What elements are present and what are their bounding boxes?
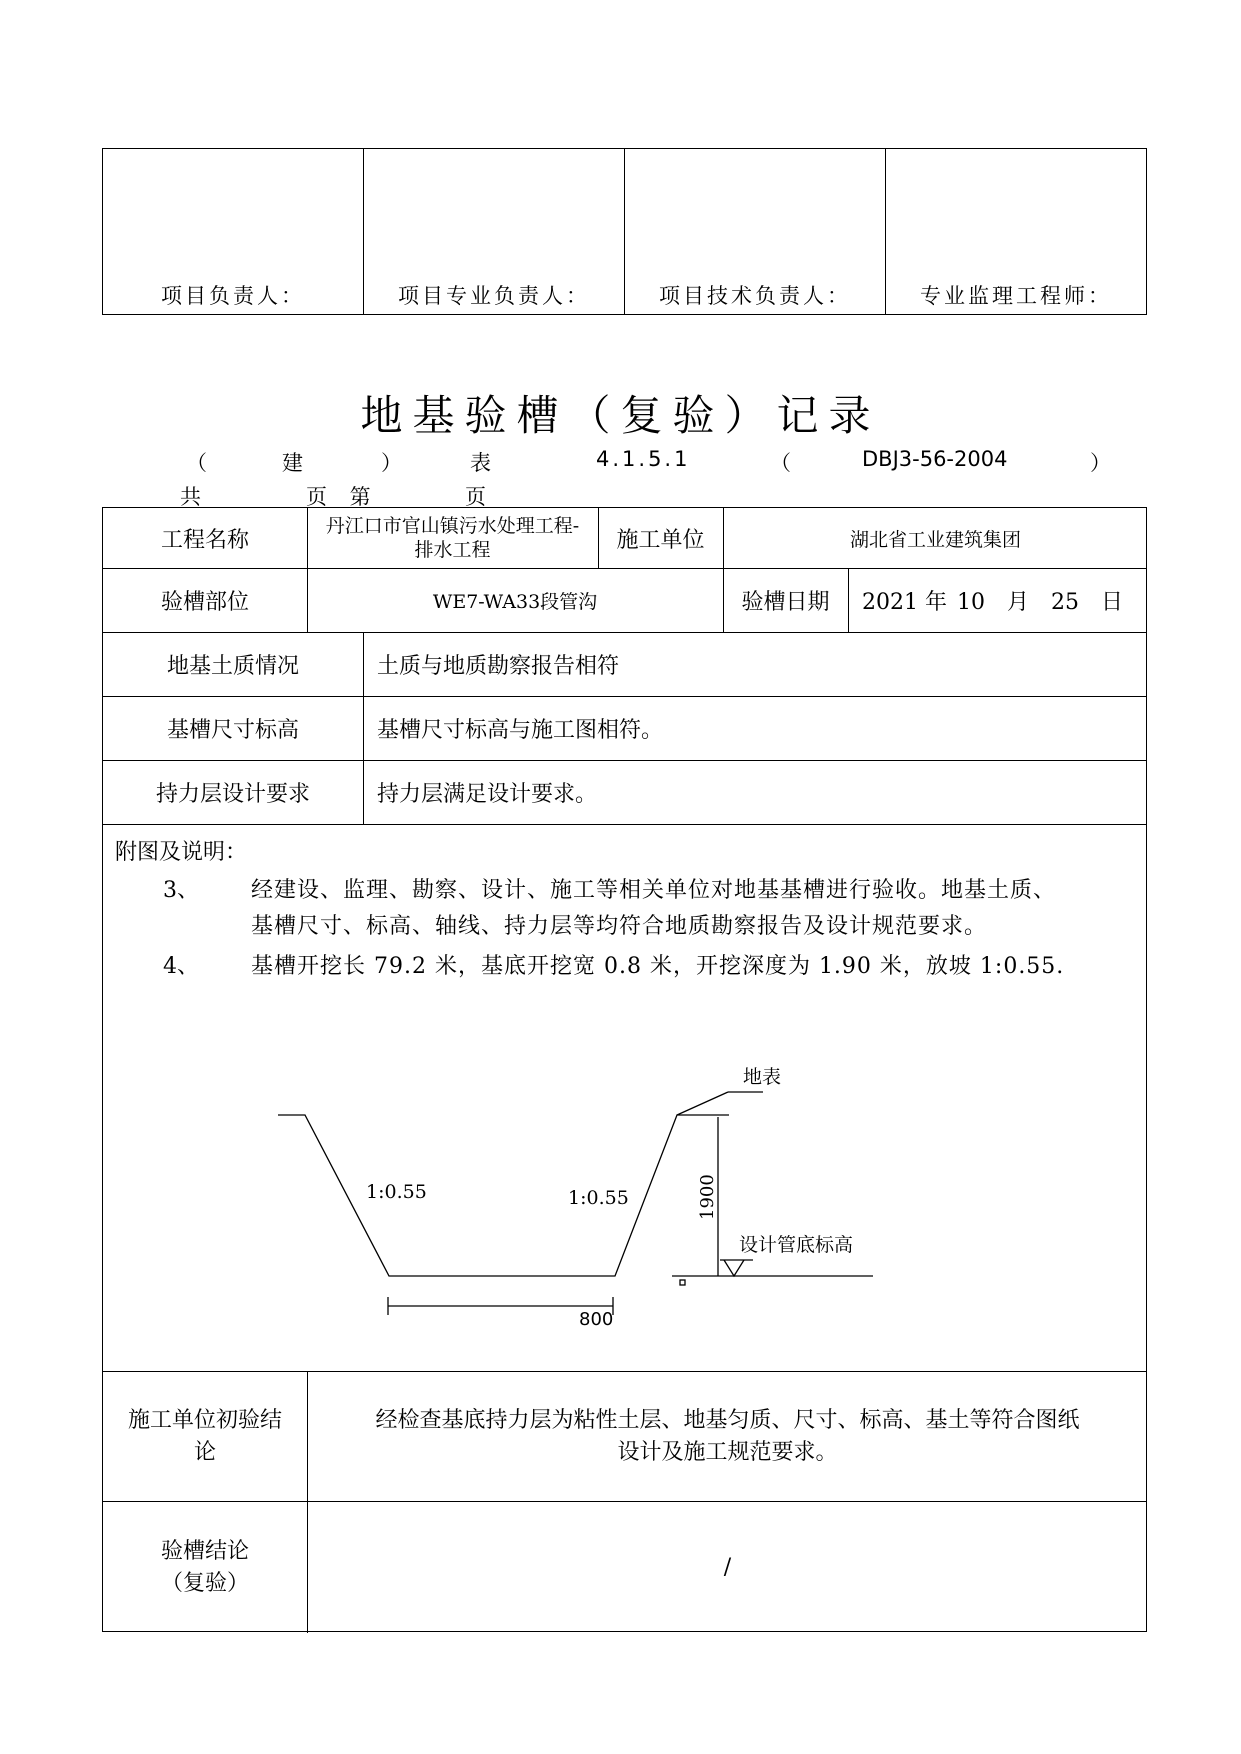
bearing-value: 持力层满足设计要求。 <box>377 782 598 807</box>
elevation-marker <box>724 1260 744 1276</box>
slope-left-label: 1:0.55 <box>366 1181 427 1203</box>
form-row-soil <box>103 632 1146 696</box>
subtitle-paren: （ <box>186 451 207 475</box>
size-label: 基槽尺寸标高 <box>166 718 299 743</box>
date-value <box>848 569 1148 632</box>
slope-right-label: 1:0.55 <box>568 1187 629 1209</box>
trench-outline <box>278 1115 729 1276</box>
signature-discipline-lead: 项目专业负责人： <box>364 149 625 315</box>
contractor-value: 湖北省工业建筑集团 <box>849 528 1021 551</box>
project-name-value: 丹江口市官山镇污水处理工程-排水工程 <box>325 515 580 561</box>
ground-label: 地表 <box>743 1066 782 1088</box>
note-number: 3、 <box>163 878 199 903</box>
note-text-line: 经建设、监理、勘察、设计、施工等相关单位对地基基槽进行验收。地基土质、 <box>251 878 1057 903</box>
date-month: 10 月 <box>956 590 1029 615</box>
soil-label: 地基土质情况 <box>166 654 299 679</box>
notes-label: 附图及说明： <box>115 840 248 865</box>
subtitle-category: 建 <box>282 451 303 475</box>
initial-conclusion-value <box>307 1372 1148 1501</box>
final-conclusion-label <box>103 1502 307 1633</box>
form-row-size <box>103 696 1146 760</box>
page-number-label: 页 第 <box>306 485 379 509</box>
note-number: 4、 <box>163 954 199 979</box>
initial-conclusion-line: 设计及施工规范要求。 <box>617 1439 838 1465</box>
page-total-label: 共 <box>180 485 201 509</box>
subtitle-standard: DBJ3-56-2004 <box>862 447 1008 471</box>
location-label: 验槽部位 <box>160 590 249 615</box>
location-value: WE7-WA33段管沟 <box>432 591 598 613</box>
form-row-final-conclusion <box>103 1501 1146 1633</box>
date-day: 25 日 <box>1050 590 1123 615</box>
project-name-label: 工程名称 <box>160 527 249 553</box>
form-row-notes <box>103 824 1146 1371</box>
signature-table <box>102 148 1147 315</box>
ground-leader-line <box>677 1092 728 1115</box>
initial-conclusion-line: 经检查基底持力层为粘性土层、地基匀质、尺寸、标高、基土等符合图纸 <box>375 1407 1080 1433</box>
page-title: 地基验槽（复验）记录 <box>360 391 881 440</box>
signature-technical-lead: 项目技术负责人： <box>625 149 886 315</box>
subtitle-paren: （ <box>770 451 791 475</box>
subtitle-table-word: 表 <box>470 451 491 475</box>
final-conclusion-value: / <box>723 1555 732 1580</box>
date-year: 2021 年 <box>862 590 947 615</box>
signature-supervising-engineer: 专业监理工程师： <box>886 149 1147 315</box>
page-label: 页 <box>465 485 486 509</box>
depth-label: 1900 <box>697 1174 718 1220</box>
contractor-label: 施工单位 <box>616 527 705 553</box>
subtitle-paren: ） <box>1090 451 1111 475</box>
small-marker <box>680 1280 685 1285</box>
initial-conclusion-label-line: 施工单位初验结 <box>127 1407 282 1433</box>
trench-section-diagram <box>103 825 1148 1372</box>
inspection-form <box>102 507 1147 1632</box>
size-value: 基槽尺寸标高与施工图相符。 <box>377 718 664 743</box>
form-row-initial-conclusion <box>103 1371 1146 1501</box>
form-row-location <box>103 568 1146 632</box>
initial-conclusion-label-line: 论 <box>193 1439 216 1465</box>
form-row-project <box>103 508 1146 568</box>
note-text-line: 基槽开挖长 79.2 米，基底开挖宽 0.8 米，开挖深度为 1.90 米，放坡 1:0.55. <box>251 954 1065 979</box>
soil-value: 土质与地质勘察报告相符 <box>377 654 620 679</box>
width-label: 800 <box>579 1309 614 1330</box>
subtitle-table-code: 4.1.5.1 <box>596 447 691 471</box>
note-text-line: 基槽尺寸、标高、轴线、持力层等均符合地质勘察报告及设计规范要求。 <box>251 914 988 939</box>
subtitle-paren: ） <box>381 451 402 475</box>
initial-conclusion-label <box>103 1372 307 1501</box>
final-conclusion-label-line: 验槽结论 <box>160 1538 249 1564</box>
invert-label: 设计管底标高 <box>739 1234 854 1256</box>
date-label: 验槽日期 <box>741 590 830 615</box>
form-row-bearing <box>103 760 1146 824</box>
signature-project-manager: 项目负责人： <box>103 149 364 315</box>
bearing-label: 持力层设计要求 <box>155 782 310 807</box>
final-conclusion-label-line: （复验） <box>160 1570 249 1596</box>
